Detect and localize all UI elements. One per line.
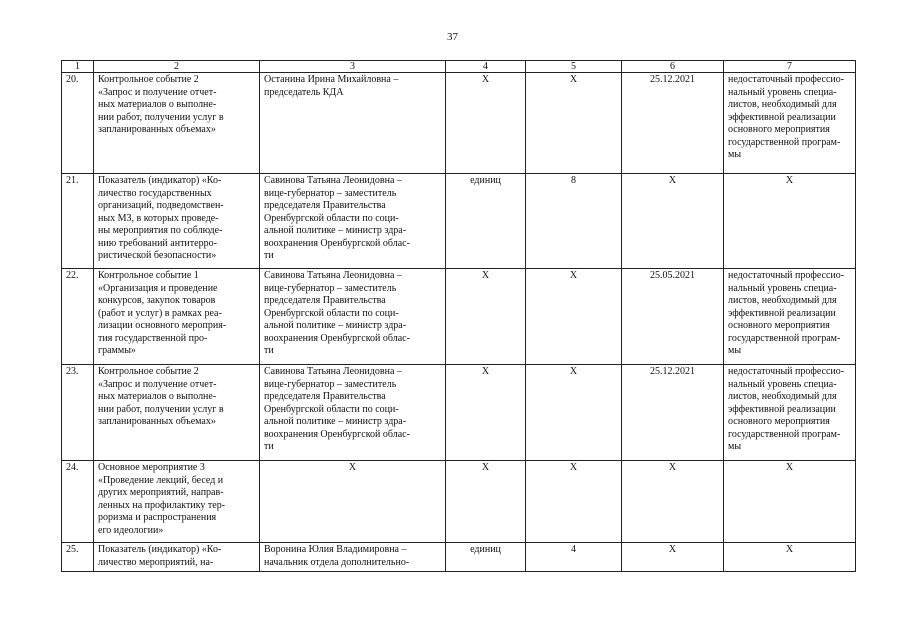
page-number: 37 xyxy=(447,31,458,43)
table-row xyxy=(62,543,856,572)
note-cell: недостаточный профессио- нальный уровень специа- листов, необходимый для эффективной реализации основного мероприятия государственной програм- мы xyxy=(724,73,856,174)
value-cell: 8 xyxy=(526,174,622,269)
header-cell: 5 xyxy=(526,61,622,73)
header-cell: 6 xyxy=(622,61,724,73)
date-cell: Х xyxy=(622,543,724,572)
row-number: 25. xyxy=(62,543,94,572)
note-cell: Х xyxy=(724,174,856,269)
unit-cell: единиц xyxy=(446,543,526,572)
value-cell: Х xyxy=(526,461,622,543)
header-row xyxy=(62,61,856,73)
value-cell: Х xyxy=(526,269,622,365)
responsible-cell: Савинова Татьяна Леонидовна – вице-губернатор – заместитель председателя Правительства Оренбургской области по соци- альной политике – министр здра- воохранения Оренбургской облас- ти xyxy=(260,174,446,269)
plan-table xyxy=(61,60,856,572)
note-cell: Х xyxy=(724,543,856,572)
unit-cell: Х xyxy=(446,365,526,461)
row-number: 21. xyxy=(62,174,94,269)
responsible-cell: Останина Ирина Михайловна – председатель КДА xyxy=(260,73,446,174)
responsible-cell: Воронина Юлия Владимировна – начальник отдела дополнительно- xyxy=(260,543,446,572)
event-cell: Основное мероприятие 3 «Проведение лекций, бесед и других мероприятий, направ- ленных на профилактику тер- роризма и распространения его идеологии» xyxy=(94,461,260,543)
unit-cell: Х xyxy=(446,461,526,543)
date-cell: 25.12.2021 xyxy=(622,73,724,174)
table-row xyxy=(62,269,856,365)
header-cell: 7 xyxy=(724,61,856,73)
header-cell: 2 xyxy=(94,61,260,73)
note-cell: недостаточный профессио- нальный уровень специа- листов, необходимый для эффективной реализации основного мероприятия государственной програм- мы xyxy=(724,269,856,365)
event-cell: Показатель (индикатор) «Ко- личество государственных организаций, подведомствен- ных МЗ, в которых проведе- ны мероприятия по соблюде- нию требований антитерро- ристической безопасности» xyxy=(94,174,260,269)
row-number: 24. xyxy=(62,461,94,543)
table-row xyxy=(62,365,856,461)
unit-cell: единиц xyxy=(446,174,526,269)
table-row xyxy=(62,73,856,174)
responsible-cell: Х xyxy=(260,461,446,543)
responsible-cell: Савинова Татьяна Леонидовна – вице-губернатор – заместитель председателя Правительства Оренбургской области по соци- альной политике – министр здра- воохранения Оренбургской облас- ти xyxy=(260,269,446,365)
value-cell: Х xyxy=(526,73,622,174)
event-cell: Показатель (индикатор) «Ко- личество мероприятий, на- xyxy=(94,543,260,572)
header-cell: 4 xyxy=(446,61,526,73)
table-row xyxy=(62,461,856,543)
row-number: 22. xyxy=(62,269,94,365)
date-cell: 25.12.2021 xyxy=(622,365,724,461)
header-cell: 1 xyxy=(62,61,94,73)
note-cell: недостаточный профессио- нальный уровень специа- листов, необходимый для эффективной реализации основного мероприятия государственной програм- мы xyxy=(724,365,856,461)
date-cell: Х xyxy=(622,174,724,269)
unit-cell: Х xyxy=(446,73,526,174)
unit-cell: Х xyxy=(446,269,526,365)
event-cell: Контрольное событие 2 «Запрос и получение отчет- ных материалов о выполне- нии работ, получении услуг в запланированных объемах» xyxy=(94,365,260,461)
header-cell: 3 xyxy=(260,61,446,73)
date-cell: Х xyxy=(622,461,724,543)
row-number: 20. xyxy=(62,73,94,174)
responsible-cell: Савинова Татьяна Леонидовна – вице-губернатор – заместитель председателя Правительства Оренбургской области по соци- альной политике – министр здра- воохранения Оренбургской облас- ти xyxy=(260,365,446,461)
date-cell: 25.05.2021 xyxy=(622,269,724,365)
note-cell: Х xyxy=(724,461,856,543)
event-cell: Контрольное событие 1 «Организация и проведение конкурсов, закупок товаров (работ и услуг) в рамках реа- лизации основного мероприя- тия государственной про- граммы» xyxy=(94,269,260,365)
value-cell: Х xyxy=(526,365,622,461)
row-number: 23. xyxy=(62,365,94,461)
table-row xyxy=(62,174,856,269)
event-cell: Контрольное событие 2 «Запрос и получение отчет- ных материалов о выполне- нии работ, получении услуг в запланированных объемах» xyxy=(94,73,260,174)
value-cell: 4 xyxy=(526,543,622,572)
